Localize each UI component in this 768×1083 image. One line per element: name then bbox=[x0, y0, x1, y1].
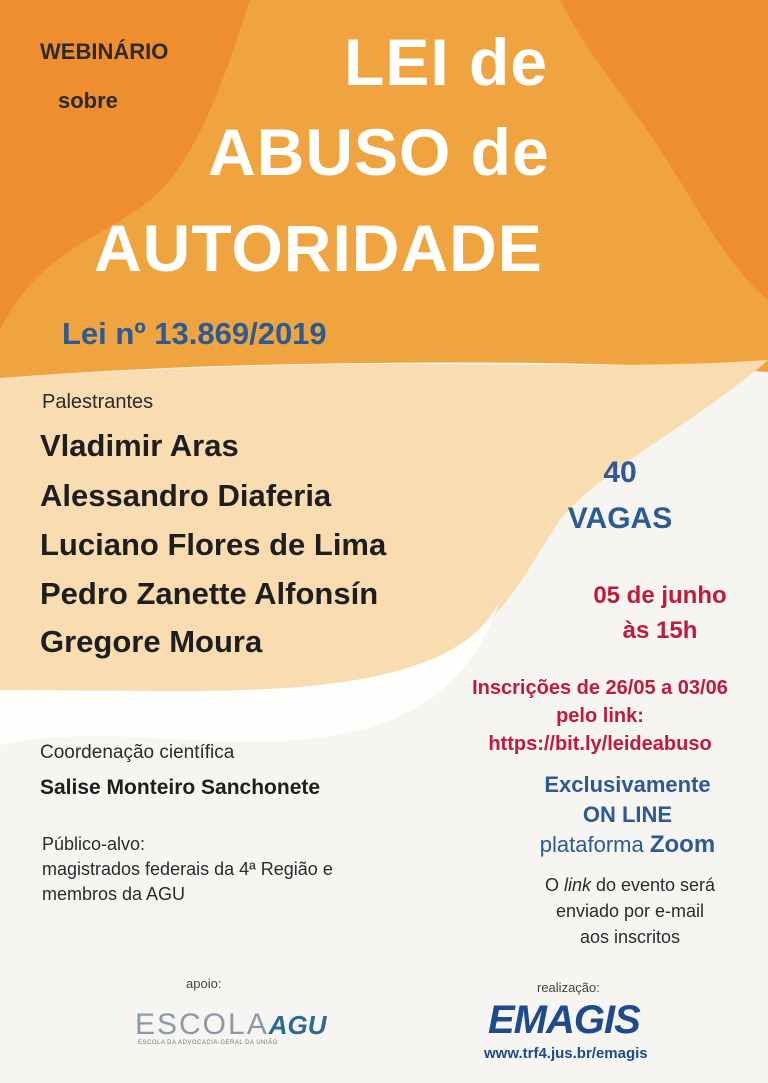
speaker-name: Alessandro Diaferia bbox=[40, 478, 332, 513]
vagas-label: VAGAS bbox=[567, 502, 673, 535]
registration-by-link: pelo link: bbox=[556, 705, 644, 727]
coordination-name: Salise Monteiro Sanchonete bbox=[40, 776, 321, 799]
platform-prefix: plataforma bbox=[539, 832, 650, 857]
zoom-brand: Zoom bbox=[649, 831, 716, 858]
link-note-line-2: enviado por e-mail bbox=[555, 901, 705, 921]
escola-text: ESCOLA bbox=[135, 1008, 269, 1041]
registration-link[interactable]: https://bit.ly/leideabuso bbox=[488, 733, 712, 755]
webinar-sobre: sobre bbox=[58, 88, 118, 113]
emagis-logo: EMAGIS bbox=[488, 998, 640, 1042]
agu-brand: AGU bbox=[268, 1010, 327, 1040]
speaker-name: Vladimir Aras bbox=[40, 428, 239, 463]
link-note-prefix: O bbox=[544, 875, 564, 895]
link-note-em: link bbox=[563, 875, 591, 895]
audience-line-1: magistrados federais da 4ª Região e bbox=[42, 859, 333, 879]
link-note-line-3: aos inscritos bbox=[579, 927, 681, 947]
title-line-1: LEI de bbox=[344, 25, 549, 99]
online-block bbox=[505, 770, 750, 860]
apoio-label: apoio: bbox=[186, 976, 222, 991]
speaker-name: Pedro Zanette Alfonsín bbox=[40, 576, 379, 611]
speaker-name: Luciano Flores de Lima bbox=[40, 527, 387, 562]
audience-line-2: membros da AGU bbox=[42, 884, 186, 904]
audience-label: Público-alvo: bbox=[42, 834, 146, 854]
online-label: ON LINE bbox=[582, 802, 673, 827]
link-note-suffix: do evento será bbox=[590, 875, 716, 895]
law-number: Lei nº 13.869/2019 bbox=[62, 316, 327, 351]
escola-agu-logo bbox=[135, 1008, 327, 1042]
coordination-label: Coordenação científica bbox=[40, 742, 235, 763]
date-day: 05 de junho bbox=[593, 582, 727, 609]
platform-line bbox=[505, 830, 750, 860]
vagas-number: 40 bbox=[603, 456, 637, 489]
registration-period: Inscrições de 26/05 a 03/06 bbox=[472, 677, 728, 699]
registration-block bbox=[430, 674, 768, 758]
speakers-label: Palestrantes bbox=[42, 391, 154, 413]
speaker-name: Gregore Moura bbox=[40, 624, 263, 659]
webinar-label: WEBINÁRIO bbox=[40, 39, 169, 64]
vagas-block bbox=[540, 450, 700, 542]
link-note bbox=[500, 872, 760, 950]
realizacao-label: realização: bbox=[537, 980, 600, 995]
event-date bbox=[545, 578, 768, 648]
emagis-url[interactable]: www.trf4.jus.br/emagis bbox=[484, 1045, 648, 1062]
link-note-line-1 bbox=[500, 872, 760, 898]
audience-block bbox=[42, 832, 333, 907]
date-time: às 15h bbox=[622, 617, 698, 644]
title-line-3: AUTORIDADE bbox=[94, 211, 543, 285]
escola-subtitle: ESCOLA DA ADVOCACIA-GERAL DA UNIÃO bbox=[138, 1040, 278, 1046]
title-line-2: ABUSO de bbox=[208, 115, 550, 189]
online-exclusive: Exclusivamente bbox=[544, 772, 711, 797]
